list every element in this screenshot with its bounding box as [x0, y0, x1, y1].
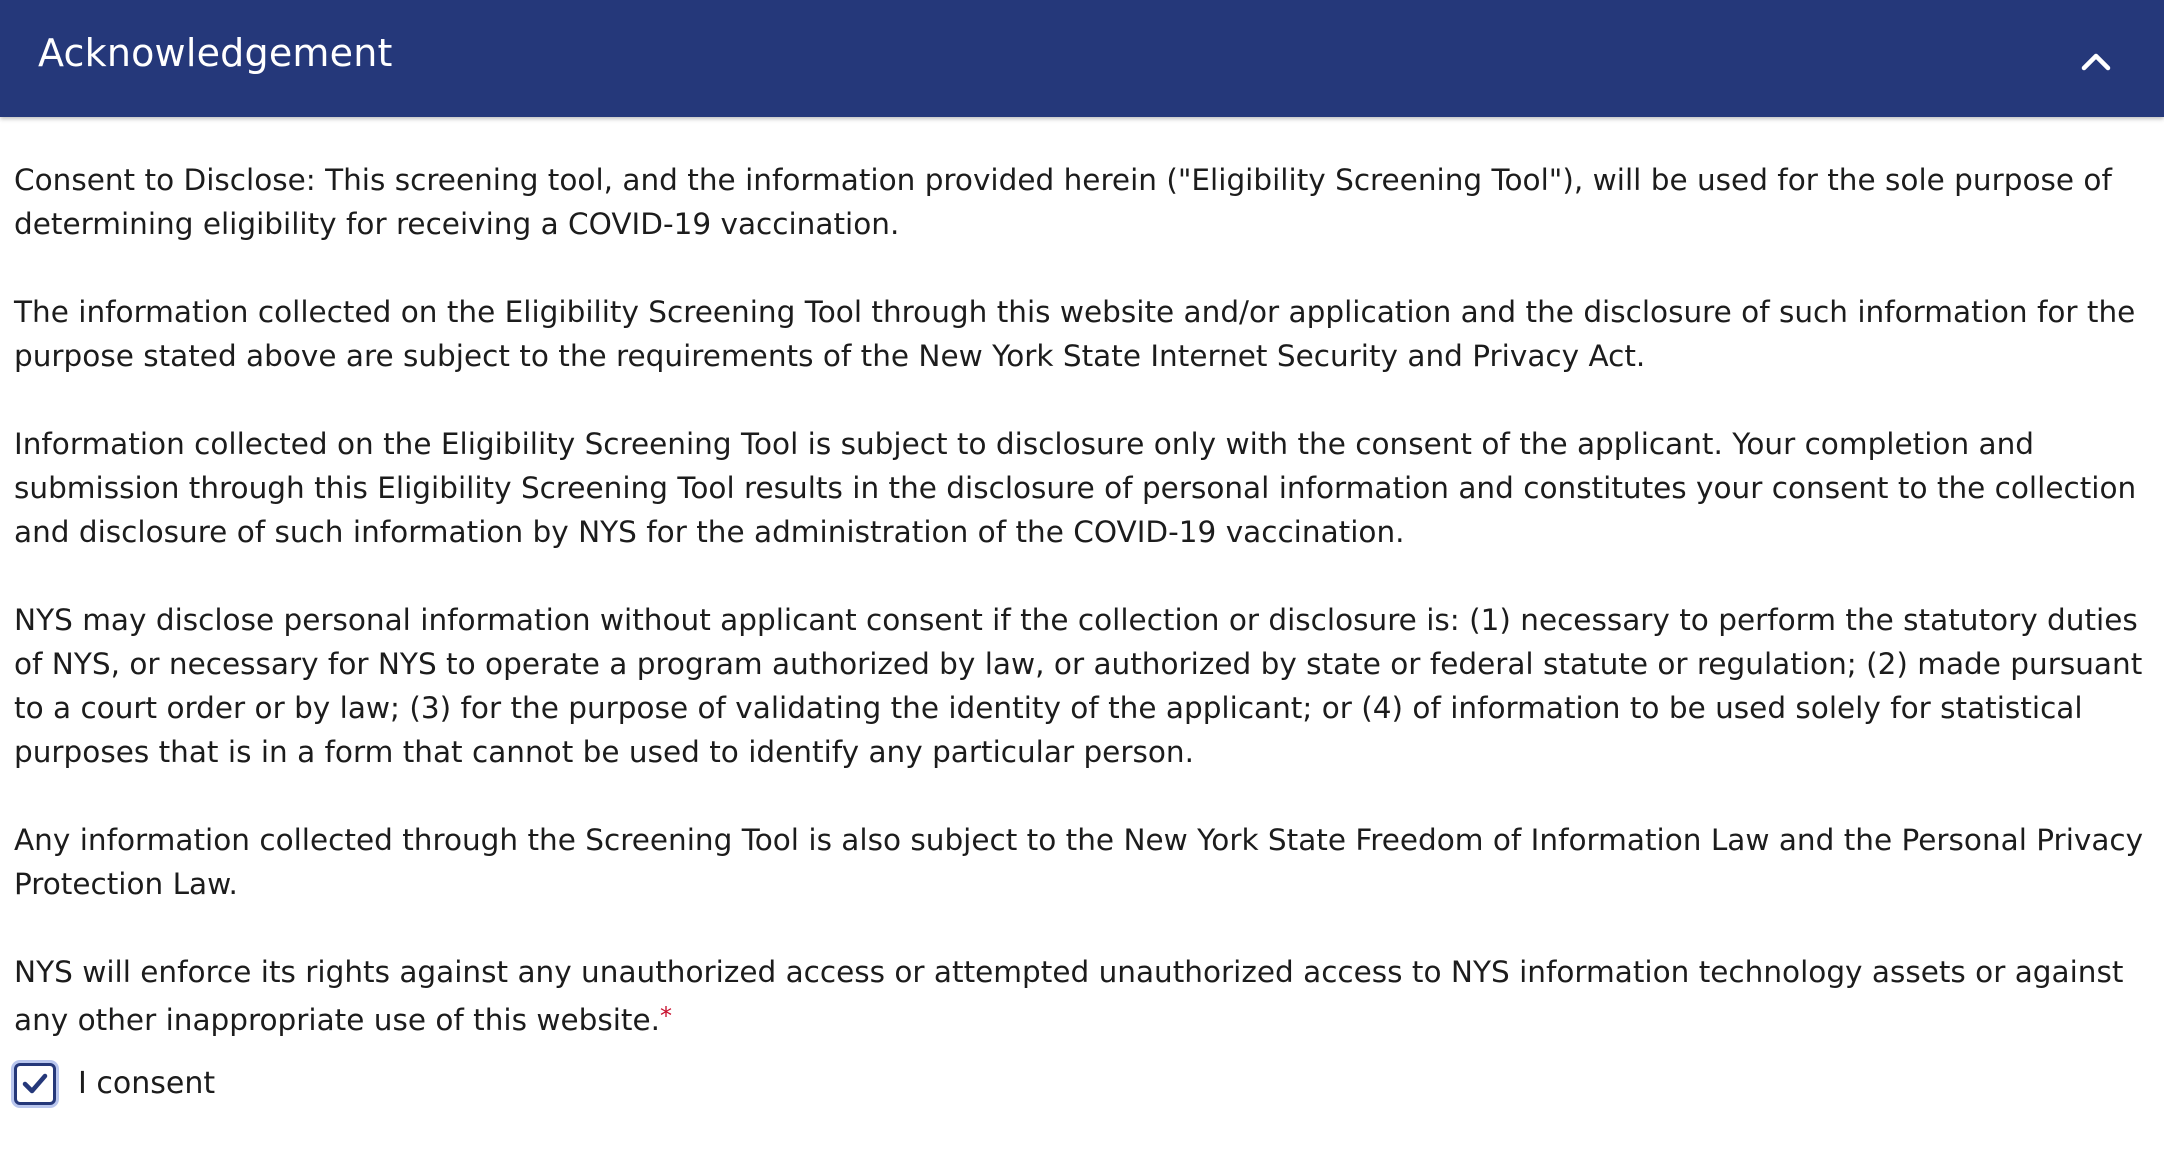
chevron-up-icon[interactable] — [2076, 42, 2116, 82]
acknowledgement-body — [14, 158, 2154, 1042]
enforcement-paragraph — [14, 950, 2154, 1042]
consent-option[interactable] — [14, 1061, 215, 1107]
checkmark-icon — [20, 1069, 50, 1099]
foil-paragraph: Any information collected through the Screening Tool is also subject to the New York State Freedom of Information Law and the Personal Privacy Protection Law. — [14, 823, 2144, 901]
acknowledgement-header[interactable] — [0, 0, 2164, 117]
privacy-act-paragraph: The information collected on the Eligibility Screening Tool through this website and/or application and the disclosure of such information for the purpose stated above are subject to the requirements of the New York State Internet Security and Privacy Act. — [14, 295, 2136, 373]
disclosure-exceptions-paragraph: NYS may disclose personal information without applicant consent if the collection or disclosure is: (1) necessary to perform the statutory duties of NYS, or necessary for NYS to operate a program authorized by law, or authorized by state or federal statute or regulation; (2) made pursuant to a court order or by law; (3) for the purpose of validating the identity of the applicant; or (4) of information to be used solely for statistical purposes that is in a form that cannot be used to identify any particular person. — [14, 603, 2143, 769]
consent-to-disclose-paragraph: Consent to Disclose: This screening tool, and the information provided herein ("Eligibility Screening Tool"), will be used for the sole purpose of determining eligibility for receiving a COVID-19 vaccination. — [14, 163, 2112, 241]
section-title: Acknowledgement — [38, 31, 393, 75]
consent-checkbox[interactable] — [14, 1063, 56, 1105]
required-marker: * — [660, 1002, 673, 1030]
consent-label[interactable]: I consent — [78, 1066, 216, 1101]
enforcement-text: NYS will enforce its rights against any unauthorized access or attempted unauthorized access to NYS information technology assets or against any other inappropriate use of this website. — [14, 955, 2124, 1037]
disclosure-consent-paragraph: Information collected on the Eligibility Screening Tool is subject to disclosure only with the consent of the applicant. Your completion and submission through this Eligibility Screening Tool results in the disclosure of personal information and constitutes your consent to the collection and disclosure of such information by NYS for the administration of the COVID-19 vaccination. — [14, 427, 2137, 549]
